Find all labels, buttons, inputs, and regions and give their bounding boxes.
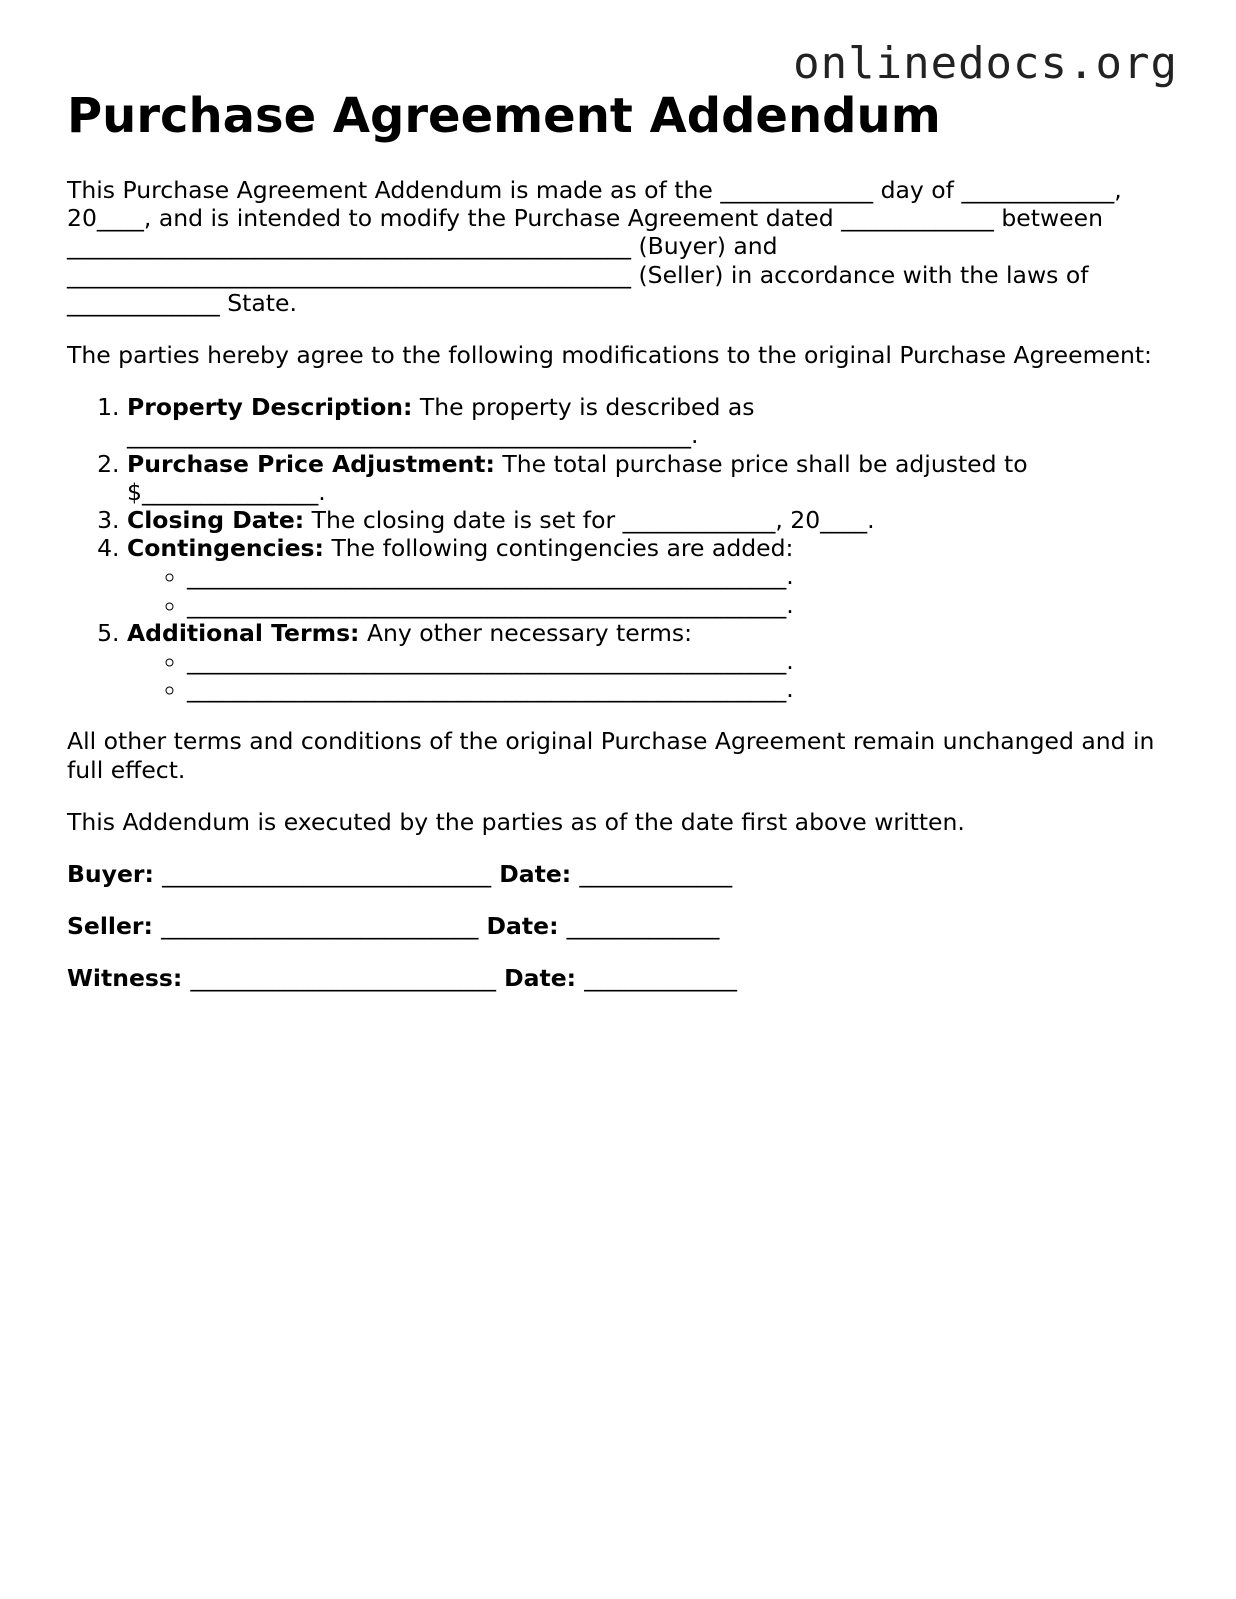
agreement-date-blank[interactable]: _____________ <box>841 204 994 233</box>
modifications-list <box>67 393 1177 703</box>
execution-statement: This Addendum is executed by the parties as of the date first above written. <box>67 807 965 836</box>
date-label: Date: <box>486 912 559 941</box>
intro-text-5: (Buyer) and <box>638 232 778 261</box>
witness-date-blank[interactable]: _____________ <box>584 964 738 993</box>
signature-role: Buyer: <box>67 860 154 889</box>
page-title: Purchase Agreement Addendum <box>67 88 941 144</box>
term-text: The property is described as <box>419 393 755 422</box>
intro-text-4: between <box>1001 204 1103 233</box>
witness-signature-blank[interactable]: __________________________ <box>190 964 496 993</box>
day-blank[interactable]: _____________ <box>720 176 874 204</box>
purchase-price-blank[interactable]: $_______________. <box>127 477 326 506</box>
list-item <box>127 450 1177 506</box>
intro-text-6: (Seller) in accordance with the laws of <box>638 260 1089 289</box>
term-text: The following contingencies are added: <box>331 534 794 563</box>
intro-text-7: State. <box>227 288 297 317</box>
seller-signature-row <box>67 912 1177 940</box>
property-description-blank[interactable]: ________________________________________________. <box>127 421 699 450</box>
list-item <box>127 534 1177 619</box>
state-blank[interactable]: _____________ <box>67 288 220 317</box>
term-text: Any other necessary terms: <box>366 618 692 647</box>
term-label: Contingencies: <box>127 534 324 563</box>
date-label: Date: <box>499 860 572 889</box>
seller-signature-blank[interactable]: ___________________________ <box>161 912 479 941</box>
term-label: Purchase Price Adjustment: <box>127 449 495 478</box>
closing-note: All other terms and conditions of the original Purchase Agreement remain unchanged and in full effect. <box>67 727 1155 784</box>
lead-paragraph: The parties hereby agree to the following modifications to the original Purchase Agreement: <box>67 341 1152 370</box>
contingencies-list <box>127 562 1177 618</box>
buyer-date-blank[interactable]: _____________ <box>579 860 733 889</box>
term-text: The closing date is set for _____________, 20____. <box>311 506 875 535</box>
term-label: Property Description: <box>127 393 413 422</box>
watermark: onlinedocs.org <box>793 38 1178 89</box>
buyer-name-blank[interactable]: ________________________________________________ <box>67 232 631 261</box>
witness-signature-row <box>67 964 1177 992</box>
buyer-signature-blank[interactable]: ____________________________ <box>162 860 492 889</box>
intro-text-2: day of <box>880 176 954 204</box>
additional-term-blank[interactable]: ◦ ___________________________________________________. <box>187 675 1177 703</box>
seller-date-blank[interactable]: _____________ <box>566 912 720 941</box>
list-item <box>127 619 1177 704</box>
additional-term-blank[interactable]: ◦ ___________________________________________________. <box>187 647 1177 675</box>
list-item <box>127 393 1177 449</box>
contingency-blank[interactable]: ◦ ___________________________________________________. <box>187 562 1177 590</box>
list-item <box>127 506 1177 534</box>
signature-role: Witness: <box>67 964 183 993</box>
additional-terms-list <box>127 647 1177 703</box>
date-label: Date: <box>504 964 577 993</box>
intro-paragraph <box>67 176 1177 317</box>
month-blank[interactable]: _____________ <box>961 176 1115 204</box>
term-label: Closing Date: <box>127 506 305 535</box>
intro-text-1: This Purchase Agreement Addendum is made as of the <box>67 176 713 204</box>
signature-role: Seller: <box>67 912 153 941</box>
seller-name-blank[interactable]: ________________________________________________ <box>67 260 631 289</box>
document-page <box>67 88 1177 993</box>
contingency-blank[interactable]: ◦ ___________________________________________________. <box>187 591 1177 619</box>
term-text: The total purchase price shall be adjusted to <box>502 449 1028 478</box>
term-label: Additional Terms: <box>127 618 360 647</box>
intro-text-3: , 20____, and is intended to modify the Purchase Agreement dated <box>67 176 1122 233</box>
buyer-signature-row <box>67 860 1177 888</box>
